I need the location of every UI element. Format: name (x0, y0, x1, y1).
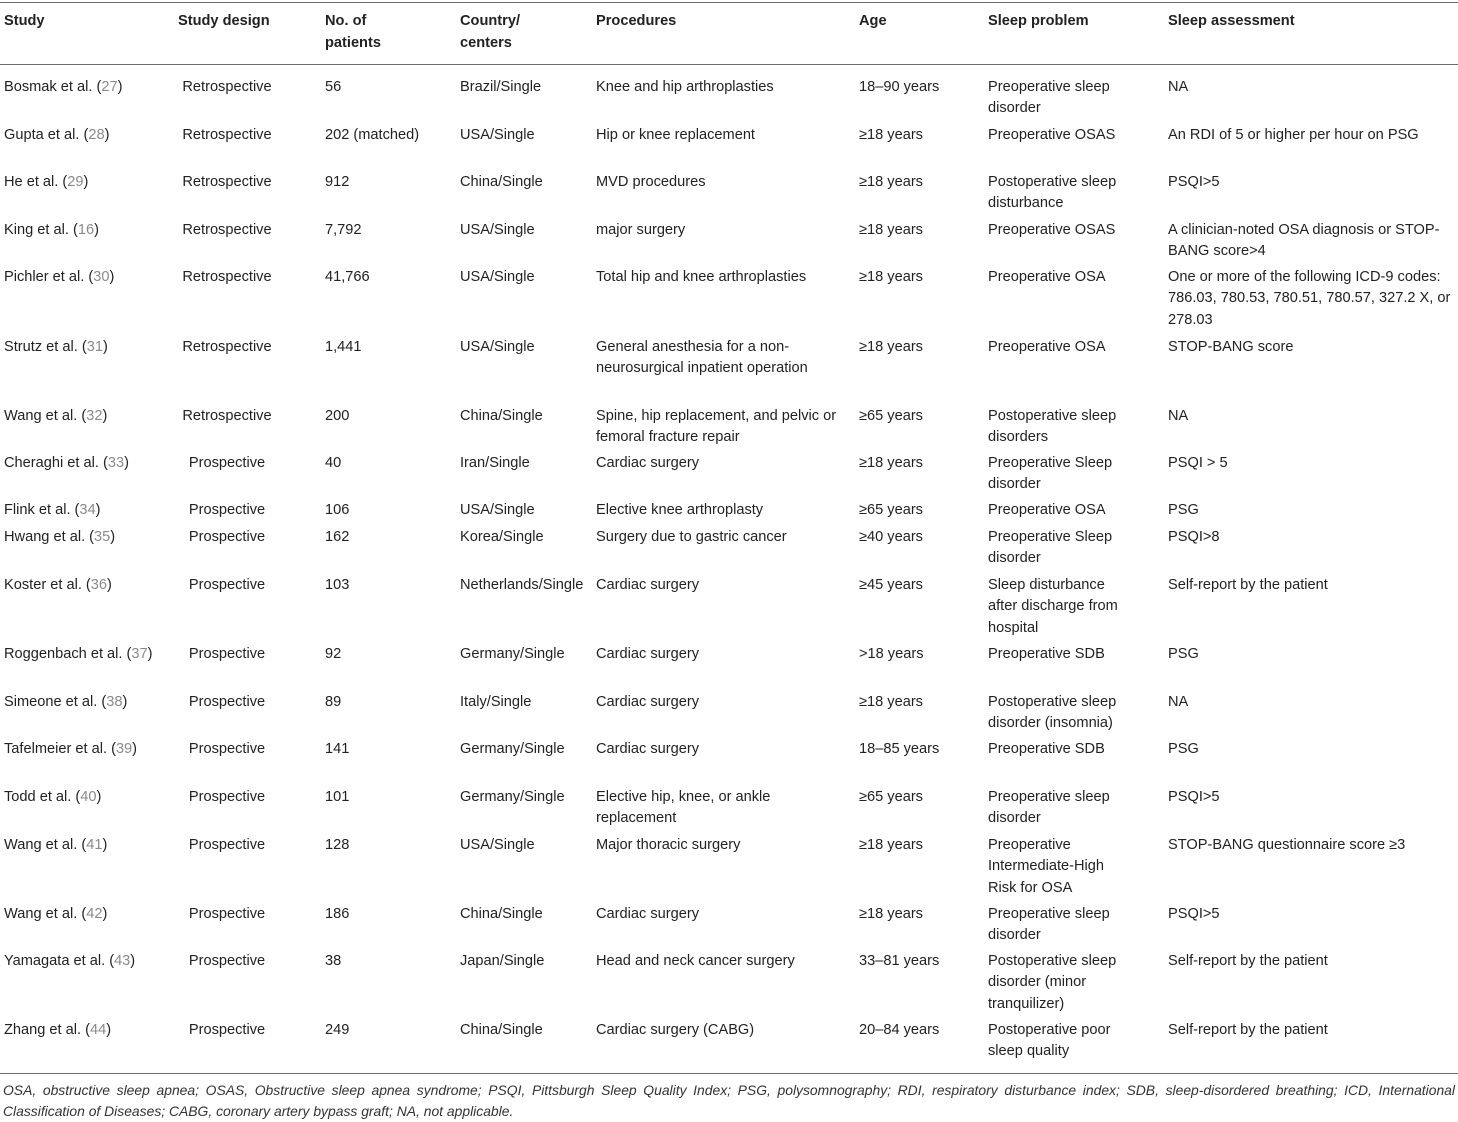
sleep-problem-cell: Preoperative OSAS (988, 127, 1116, 143)
author-text: He et al. ( (4, 174, 68, 190)
study-cell: King et al. (16) (4, 222, 99, 238)
study-design-cell: Prospective (188, 577, 266, 593)
sleep-problem-cell: Preoperative OSAS (988, 222, 1116, 238)
study-cell: Bosmak et al. (27) (4, 79, 123, 95)
age-cell: ≥65 years (859, 408, 923, 424)
patients-cell: 38 (325, 953, 342, 969)
country-cell: Germany/Single (460, 789, 565, 805)
country-cell: USA/Single (460, 269, 535, 285)
country-cell: USA/Single (460, 502, 535, 518)
sleep-assessment-cell: Self-report by the patient (1168, 577, 1328, 593)
sleep-problem-cell: Postoperative sleep disorders (988, 408, 1117, 446)
sleep-problem-cell: Preoperative Sleep disorder (988, 529, 1113, 567)
reference-link[interactable]: 39 (115, 741, 133, 757)
country-cell: Germany/Single (460, 741, 565, 757)
sleep-assessment-cell: An RDI of 5 or higher per hour on PSG (1168, 127, 1419, 143)
study-design-cell: Prospective (188, 953, 266, 969)
sleep-assessment-cell: One or more of the following ICD-9 codes: 786.03, 780.53, 780.51, 780.57, 327.2 X, or 278.03 (1168, 269, 1451, 328)
sleep-problem-cell: Preoperative SDB (988, 646, 1105, 662)
country-cell: Italy/Single (460, 694, 532, 710)
country-cell: USA/Single (460, 222, 535, 238)
age-cell: ≥18 years (859, 269, 923, 285)
author-text: Todd et al. ( (4, 789, 81, 805)
reference-link[interactable]: 43 (114, 953, 131, 969)
age-cell: ≥18 years (859, 455, 923, 471)
study-cell: He et al. (29) (4, 174, 89, 190)
age-cell: ≥45 years (859, 577, 923, 593)
procedures-cell: Cardiac surgery (596, 646, 700, 662)
procedures-cell: Knee and hip arthroplasties (596, 79, 774, 95)
reference-link[interactable]: 35 (94, 529, 111, 545)
study-design-cell: Prospective (188, 646, 266, 662)
country-cell: USA/Single (460, 837, 535, 853)
country-cell: Germany/Single (460, 646, 565, 662)
country-cell: China/Single (460, 174, 543, 190)
header-study: Study (4, 13, 45, 29)
sleep-problem-cell: Preoperative SDB (988, 741, 1105, 757)
reference-link[interactable]: 16 (77, 222, 95, 238)
author-text: Wang et al. ( (4, 408, 87, 424)
procedures-cell: Cardiac surgery (CABG) (596, 1022, 755, 1038)
patients-cell: 41,766 (325, 269, 370, 285)
study-cell: Koster et al. (36) (4, 577, 112, 593)
author-text: Yamagata et al. ( (4, 953, 115, 969)
sleep-problem-cell: Preoperative Sleep disorder (988, 455, 1113, 493)
procedures-cell: major surgery (596, 222, 686, 238)
age-cell: ≥18 years (859, 339, 923, 355)
patients-cell: 106 (325, 502, 350, 518)
country-cell: Korea/Single (460, 529, 544, 545)
age-cell: ≥18 years (859, 127, 923, 143)
study-cell: Strutz et al. (31) (4, 339, 108, 355)
study-cell: Simeone et al. (38) (4, 694, 128, 710)
procedures-cell: Elective hip, knee, or ankle replacement (596, 789, 771, 827)
patients-cell: 101 (325, 789, 350, 805)
sleep-assessment-cell: PSG (1168, 502, 1199, 518)
author-text: Bosmak et al. ( (4, 79, 102, 95)
sleep-problem-cell: Postoperative poor sleep quality (988, 1022, 1111, 1060)
country-cell: China/Single (460, 408, 543, 424)
country-cell: China/Single (460, 1022, 543, 1038)
patients-cell: 89 (325, 694, 342, 710)
patients-cell: 128 (325, 837, 350, 853)
age-cell: ≥65 years (859, 789, 923, 805)
age-cell: ≥18 years (859, 694, 923, 710)
procedures-cell: Cardiac surgery (596, 455, 700, 471)
patients-cell: 912 (325, 174, 350, 190)
sleep-problem-cell: Preoperative OSA (988, 269, 1106, 285)
study-design-cell: Prospective (188, 837, 266, 853)
reference-link[interactable]: 36 (90, 577, 108, 593)
study-cell: Gupta et al. (28) (4, 127, 110, 143)
procedures-cell: Spine, hip replacement, and pelvic or femoral fracture repair (596, 408, 837, 446)
study-cell: Wang et al. (42) (4, 906, 108, 922)
patients-cell: 141 (325, 741, 350, 757)
reference-link[interactable]: 30 (93, 269, 110, 285)
sleep-assessment-cell: STOP-BANG questionnaire score ≥3 (1168, 837, 1406, 853)
reference-link[interactable]: 27 (101, 79, 118, 95)
sleep-assessment-cell: PSQI>5 (1168, 789, 1220, 805)
patients-cell: 200 (325, 408, 350, 424)
patients-cell: 56 (325, 79, 342, 95)
study-cell: Zhang et al. (44) (4, 1022, 112, 1038)
table-bottom-rule (0, 1073, 1458, 1074)
sleep-assessment-cell: NA (1168, 694, 1189, 710)
sleep-problem-cell: Preoperative sleep disorder (988, 79, 1110, 117)
author-text: Pichler et al. ( (4, 269, 94, 285)
study-cell: Roggenbach et al. (37) (4, 646, 153, 662)
sleep-assessment-cell: PSG (1168, 741, 1199, 757)
sleep-assessment-cell: Self-report by the patient (1168, 953, 1328, 969)
author-text: Cheraghi et al. ( (4, 455, 108, 471)
study-design-cell: Retrospective (182, 174, 272, 190)
study-design-cell: Retrospective (182, 269, 272, 285)
procedures-cell: Cardiac surgery (596, 577, 700, 593)
sleep-problem-cell: Preoperative sleep disorder (988, 789, 1110, 827)
age-cell: ≥18 years (859, 906, 923, 922)
reference-link[interactable]: 28 (88, 127, 105, 143)
reference-link[interactable]: 37 (131, 646, 148, 662)
procedures-cell: Hip or knee replacement (596, 127, 755, 143)
procedures-cell: Cardiac surgery (596, 906, 700, 922)
study-design-cell: Prospective (188, 1022, 266, 1038)
age-cell: 18–85 years (859, 741, 940, 757)
patients-cell: 92 (325, 646, 342, 662)
age-cell: ≥18 years (859, 174, 923, 190)
sleep-problem-cell: Postoperative sleep disturbance (988, 174, 1117, 212)
author-text: Zhang et al. ( (4, 1022, 90, 1038)
procedures-cell: Major thoracic surgery (596, 837, 741, 853)
study-design-cell: Prospective (188, 789, 266, 805)
sleep-assessment-cell: PSQI>8 (1168, 529, 1220, 545)
author-text: Gupta et al. ( (4, 127, 89, 143)
patients-cell: 1,441 (325, 339, 362, 355)
header-country: Country/ centers (460, 13, 520, 51)
reference-link[interactable]: 29 (67, 174, 84, 190)
study-design-cell: Retrospective (182, 127, 272, 143)
sleep-assessment-cell: PSQI > 5 (1168, 455, 1228, 471)
header-sleep-problem: Sleep problem (988, 13, 1089, 29)
sleep-problem-cell: Postoperative sleep disorder (insomnia) (988, 694, 1117, 732)
reference-link[interactable]: 34 (79, 502, 96, 518)
author-text: Wang et al. ( (4, 906, 87, 922)
reference-link[interactable]: 40 (80, 789, 97, 805)
study-cell: Wang et al. (41) (4, 837, 108, 853)
reference-link[interactable]: 42 (86, 906, 103, 922)
patients-cell: 186 (325, 906, 350, 922)
age-cell: 33–81 years (859, 953, 940, 969)
header-age: Age (859, 13, 887, 29)
study-design-cell: Prospective (188, 502, 266, 518)
sleep-assessment-cell: A clinician-noted OSA diagnosis or STOP-BANG score>4 (1168, 222, 1440, 260)
procedures-cell: Surgery due to gastric cancer (596, 529, 787, 545)
header-study-design: Study design (178, 13, 270, 29)
patients-cell: 7,792 (325, 222, 362, 238)
age-cell: ≥18 years (859, 837, 923, 853)
procedures-cell: General anesthesia for a non-neurosurgical inpatient operation (596, 339, 808, 377)
patients-cell: 162 (325, 529, 350, 545)
age-cell: ≥65 years (859, 502, 923, 518)
patients-cell: 40 (325, 455, 342, 471)
author-text: Simeone et al. ( (4, 694, 107, 710)
procedures-cell: MVD procedures (596, 174, 706, 190)
age-cell: >18 years (859, 646, 924, 662)
study-design-cell: Retrospective (182, 339, 272, 355)
procedures-cell: Total hip and knee arthroplasties (596, 269, 807, 285)
country-cell: China/Single (460, 906, 543, 922)
study-design-cell: Prospective (188, 906, 266, 922)
study-design-cell: Prospective (188, 741, 266, 757)
age-cell: 20–84 years (859, 1022, 940, 1038)
country-cell: USA/Single (460, 339, 535, 355)
study-cell: Todd et al. (40) (4, 789, 102, 805)
sleep-assessment-cell: NA (1168, 408, 1189, 424)
study-design-cell: Prospective (188, 529, 266, 545)
table-top-rule (0, 2, 1458, 3)
sleep-assessment-cell: PSQI>5 (1168, 906, 1220, 922)
patients-cell: 103 (325, 577, 350, 593)
author-text: King et al. ( (4, 222, 78, 238)
reference-link[interactable]: 44 (90, 1022, 107, 1038)
procedures-cell: Elective knee arthroplasty (596, 502, 764, 518)
country-cell: Japan/Single (460, 953, 545, 969)
sleep-assessment-cell: PSQI>5 (1168, 174, 1220, 190)
author-text: Roggenbach et al. ( (4, 646, 132, 662)
study-design-cell: Prospective (188, 455, 266, 471)
study-cell: Pichler et al. (30) (4, 269, 115, 285)
author-text: Strutz et al. ( (4, 339, 87, 355)
procedures-cell: Head and neck cancer surgery (596, 953, 795, 969)
sleep-assessment-cell: STOP-BANG score (1168, 339, 1294, 355)
study-cell: Hwang et al. (35) (4, 529, 116, 545)
header-patients: No. of patients (325, 13, 381, 51)
study-design-cell: Retrospective (182, 222, 272, 238)
table-footnote: OSA, obstructive sleep apnea; OSAS, Obstructive sleep apnea syndrome; PSQI, Pittsburgh Sleep Quality Index; PSG, polysomnography; RDI, respiratory disturbance index; SDB, sleep-disordered breathing; ICD, International Classification of Diseases; CABG, coronary artery bypass graft; NA, not applicable. (3, 1082, 1455, 1119)
study-design-cell: Prospective (188, 694, 266, 710)
author-text: Wang et al. ( (4, 837, 87, 853)
country-cell: Brazil/Single (460, 79, 542, 95)
patients-cell: 249 (325, 1022, 350, 1038)
study-cell: Cheraghi et al. (33) (4, 455, 129, 471)
reference-link[interactable]: 33 (107, 455, 125, 471)
age-cell: 18–90 years (859, 79, 940, 95)
reference-link[interactable]: 32 (86, 408, 103, 424)
reference-link[interactable]: 41 (86, 837, 103, 853)
author-text: Flink et al. ( (4, 502, 80, 518)
procedures-cell: Cardiac surgery (596, 741, 700, 757)
reference-link[interactable]: 38 (106, 694, 123, 710)
author-text: Tafelmeier et al. ( (4, 741, 116, 757)
sleep-problem-cell: Preoperative sleep disorder (988, 906, 1110, 944)
sleep-assessment-cell: Self-report by the patient (1168, 1022, 1328, 1038)
study-cell: Yamagata et al. (43) (4, 953, 136, 969)
author-text: Koster et al. ( (4, 577, 91, 593)
header-procedures: Procedures (596, 13, 677, 29)
sleep-problem-cell: Preoperative OSA (988, 339, 1106, 355)
study-cell: Tafelmeier et al. (39) (4, 741, 138, 757)
country-cell: Iran/Single (460, 455, 530, 471)
sleep-assessment-cell: PSG (1168, 646, 1199, 662)
country-cell: USA/Single (460, 127, 535, 143)
procedures-cell: Cardiac surgery (596, 694, 700, 710)
author-text: Hwang et al. ( (4, 529, 95, 545)
age-cell: ≥40 years (859, 529, 923, 545)
study-design-cell: Retrospective (182, 79, 272, 95)
sleep-problem-cell: Postoperative sleep disorder (minor tranquilizer) (988, 953, 1117, 1012)
country-cell: Netherlands/Single (460, 577, 584, 593)
study-cell: Flink et al. (34) (4, 502, 101, 518)
header-sleep-assessment: Sleep assessment (1168, 13, 1295, 29)
sleep-assessment-cell: NA (1168, 79, 1189, 95)
sleep-problem-cell: Sleep disturbance after discharge from hospital (988, 577, 1118, 636)
study-cell: Wang et al. (32) (4, 408, 108, 424)
patients-cell: 202 (matched) (325, 127, 420, 143)
table-header-rule (0, 64, 1458, 65)
sleep-problem-cell: Preoperative Intermediate-High Risk for OSA (988, 837, 1104, 896)
reference-link[interactable]: 31 (86, 339, 103, 355)
sleep-problem-cell: Preoperative OSA (988, 502, 1106, 518)
age-cell: ≥18 years (859, 222, 923, 238)
study-design-cell: Retrospective (182, 408, 272, 424)
